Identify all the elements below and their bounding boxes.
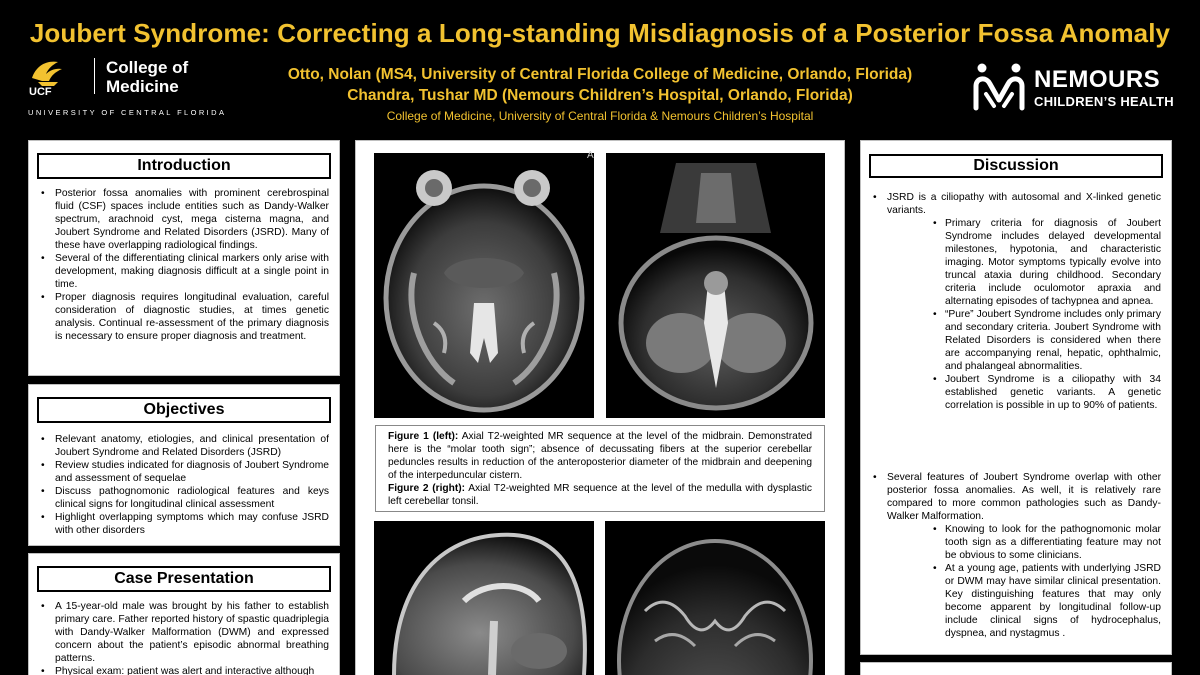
discussion-point-1: JSRD is a ciliopathy with autosomal and X-linked genetic variants. — [887, 192, 1161, 216]
figure-1-text: Axial T2-weighted MR sequence at the level of the midbrain. Demonstrated here is the “molar tooth sign”; absence of decussating fibers at the superior cerebellar peduncles results in reduction of the anteroposterior diameter of the midbrain and deepening of the interpeduncular cistern. — [388, 431, 812, 481]
list-item: • Primary criteria for diagnosis of Joubert Syndrome includes delayed developmental milestones, hypotonia, and characteristic imaging. Motor symptoms typically evolve into truncal ataxia during childhood. Secondary criteria include oculomotor apraxia and alternating episodes of tachypnea and apnea. — [933, 217, 1161, 308]
discussion-sublist-1 — [933, 217, 1161, 412]
list-item: • Relevant anatomy, etiologies, and clinical presentation of Joubert Syndrome and Related Disorders (JSRD) — [39, 433, 329, 459]
author-list — [230, 64, 970, 106]
nemours-subtitle: CHILDREN’S HEALTH — [1034, 94, 1174, 109]
list-item: • Several of the differentiating clinical markers only arise with development, making diagnosis difficult at a single point in time. — [39, 252, 329, 291]
list-item: • Posterior fossa anomalies with prominent cerebrospinal fluid (CSF) spaces include entities such as Dandy-Walker spectrum, arachnoid cyst, mega cisterna magna, and Joubert Syndrome and Related Disorders (JSRD). Many of these have overlapping radiological findings. — [39, 187, 329, 252]
mri-axial-midbrain-image — [374, 153, 594, 418]
discussion-list-1 — [871, 191, 1161, 412]
introduction-heading: Introduction — [37, 153, 331, 179]
figure-2-label: Figure 2 (right): — [388, 483, 466, 494]
poster-header — [0, 0, 1200, 128]
mri-axial-medulla-image — [606, 153, 825, 418]
mri-sagittal-image — [374, 521, 594, 675]
list-item: • Joubert Syndrome is a ciliopathy with 34 established genetic variants. A genetic correlation is possible in up to 90% of patients. — [933, 373, 1161, 412]
discussion-point-2: Several features of Joubert Syndrome overlap with other posterior fossa anomalies. As well, it is relatively rare compared to more common pathologies such as Dandy-Walker Malformation. — [887, 472, 1161, 522]
list-item: • Discuss pathognomonic radiological features and keys clinical signs for longitudinal clinical assessment — [39, 485, 329, 511]
list-item: • Knowing to look for the pathognomonic molar tooth sign as a differentiating feature may not be obvious to some clinicians. — [933, 523, 1161, 562]
figure-2-text: Axial T2-weighted MR sequence at the level of the medulla with dysplastic left cerebellar tonsil. — [388, 483, 812, 507]
discussion-list-2 — [871, 471, 1161, 640]
mri-figure-2 — [606, 153, 825, 418]
objectives-heading: Objectives — [37, 397, 331, 423]
introduction-panel — [28, 140, 340, 376]
figure-caption — [375, 425, 825, 512]
list-item — [871, 191, 1161, 412]
list-item: • Proper diagnosis requires longitudinal evaluation, careful consideration of diagnostic studies, at times genetic analysis. Continual re-assessment of the primary diagnosis is necessary to ensure proper diagnosis and treatment. — [39, 291, 329, 343]
author-2: Chandra, Tushar MD (Nemours Children’s Hospital, Orlando, Florida) — [347, 87, 853, 104]
discussion-heading: Discussion — [869, 154, 1163, 178]
author-1: Otto, Nolan (MS4, University of Central Florida College of Medicine, Orlando, Florida) — [287, 66, 913, 83]
figure-1-label: Figure 1 (left): — [388, 431, 459, 442]
objectives-list — [39, 433, 329, 537]
mri-coronal-image — [605, 521, 825, 675]
nemours-figure-icon — [972, 60, 1026, 112]
logo-divider — [94, 58, 95, 94]
pegasus-icon — [28, 56, 70, 96]
svg-text:UCF: UCF — [29, 86, 52, 96]
list-item: • Review studies indicated for diagnosis of Joubert Syndrome and assessment of sequelae — [39, 459, 329, 485]
mri-figure-4 — [605, 521, 825, 675]
list-item: • Highlight overlapping symptoms which may confuse JSRD with other disorders — [39, 511, 329, 537]
introduction-list — [39, 187, 329, 343]
nemours-logo — [972, 60, 1182, 114]
mri-figure-3 — [374, 521, 594, 675]
list-item: • “Pure” Joubert Syndrome includes only primary and secondary criteria. Joubert Syndrome with Related Disorders is considered when there are accompanying renal, hepatic, ophthalmic, and phalangeal abnormalities. — [933, 308, 1161, 373]
college-of-medicine-label: College of Medicine — [106, 58, 189, 96]
next-section-panel — [860, 662, 1172, 675]
figure-marker-a: A — [587, 150, 594, 161]
university-label: UNIVERSITY OF CENTRAL FLORIDA — [28, 108, 227, 117]
list-item — [871, 471, 1161, 640]
objectives-panel — [28, 384, 340, 546]
list-item: • Physical exam: patient was alert and interactive although — [39, 665, 329, 675]
nemours-name: NEMOURS — [1034, 66, 1161, 93]
mri-figure-1 — [374, 153, 594, 418]
case-list — [39, 600, 329, 675]
ucf-logo — [28, 56, 228, 118]
affiliation: College of Medicine, University of Central Florida & Nemours Children’s Hospital — [386, 109, 814, 123]
list-item: • A 15-year-old male was brought by his father to establish primary care. Father reported history of spastic quadriplegia with Dandy-Walker Malformation (DWM) and expressed concern about the patient’s episodic abnormal breathing patterns. — [39, 600, 329, 665]
case-presentation-heading: Case Presentation — [37, 566, 331, 592]
discussion-panel — [860, 140, 1172, 655]
poster-title: Joubert Syndrome: Correcting a Long-standing Misdiagnosis of a Posterior Fossa Anomaly — [29, 18, 1171, 48]
list-item: • At a young age, patients with underlying JSRD or DWM may have similar clinical presentation. Key distinguishing features that may only become apparent by longitudinal follow-up include clinical signs of hydrocephalus, dyspnea, and nystagmus . — [933, 562, 1161, 640]
discussion-sublist-2 — [933, 523, 1161, 640]
case-presentation-panel — [28, 553, 340, 675]
